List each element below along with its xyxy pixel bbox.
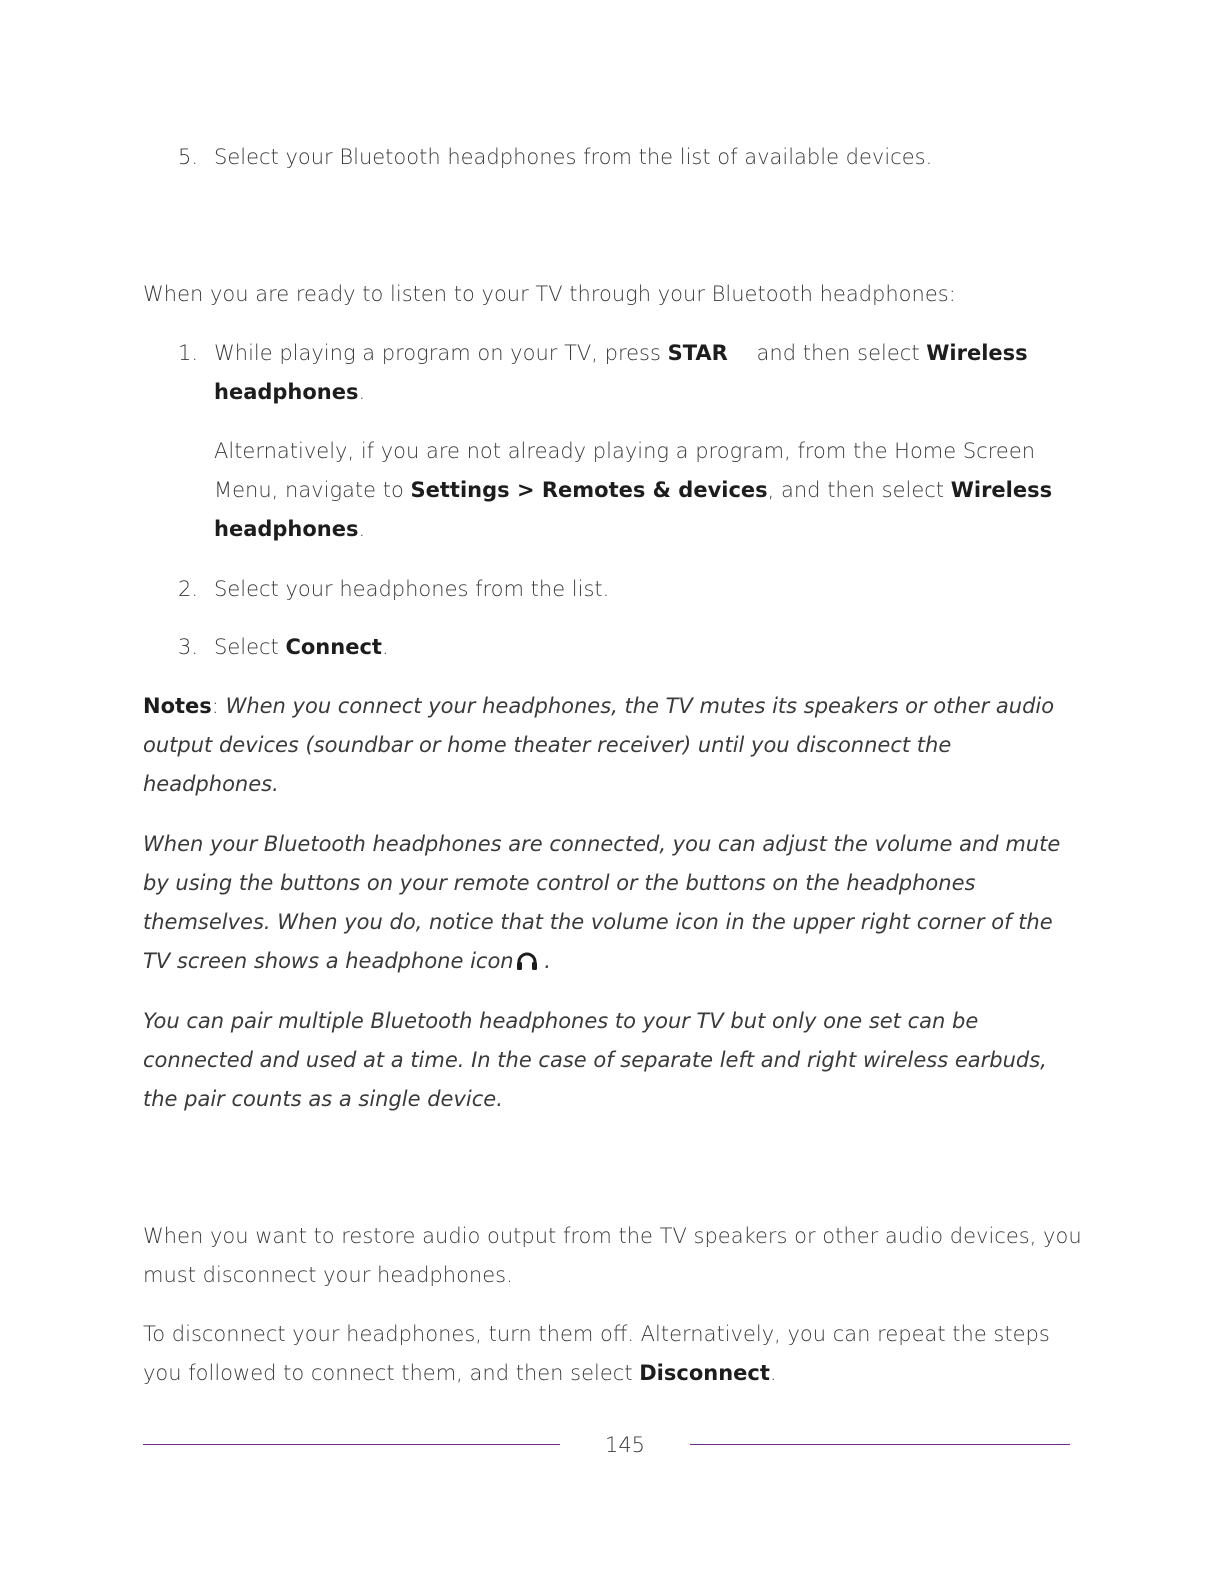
alternative-instructions: Alternatively, if you are not already playing a program, from the Home Screen Menu, navigate to Settings > Remotes & devices, and then select Wireless headphones. <box>214 439 1053 541</box>
note-2: When your Bluetooth headphones are connected, you can adjust the volume and mute by using the buttons on your remote control or the buttons on the headphones themselves. When you do, notice that the volume icon in the upper right corner of the TV screen shows a headphone icon . <box>143 825 1078 984</box>
footer-rule-right <box>690 1444 1070 1445</box>
page-number: 145 <box>604 1433 646 1457</box>
notes-label: Notes <box>143 694 212 718</box>
disconnect-instructions: To disconnect your headphones, turn them off. Alternatively, you can repeat the steps you followed to connect them, and then select Disconnect. <box>143 1322 1050 1385</box>
disconnect-intro: When you want to restore audio output from the TV speakers or other audio devices, you must disconnect your headphones. <box>143 1224 1082 1287</box>
step-1-number: 1. <box>178 341 199 365</box>
step-5-number: 5. <box>178 145 199 169</box>
note-3: You can pair multiple Bluetooth headphones to your TV but only one set can be connected and used at a time. In the case of separate left and right wireless earbuds, the pair counts as a single device. <box>143 1009 1047 1111</box>
note-1: Notes: When you connect your headphones, the TV mutes its speakers or other audio output devices (soundbar or home theater receiver) until you disconnect the headphones. <box>143 694 1055 796</box>
connect-term: Connect <box>285 635 382 659</box>
disconnect-term: Disconnect <box>639 1361 770 1385</box>
footer-rule-left <box>143 1444 560 1445</box>
step-2-text: Select your headphones from the list. <box>214 577 610 601</box>
star-key: STAR <box>667 341 728 365</box>
step-5-text: Select your Bluetooth headphones from the list of available devices. <box>214 145 933 169</box>
headphone-icon <box>516 945 538 984</box>
settings-path: Settings > Remotes & devices <box>410 478 768 502</box>
step-3-text: Select Connect. <box>214 635 389 659</box>
wireless-headphones-term: Wireless headphones <box>214 341 1028 404</box>
wireless-headphones-term-2: Wireless headphones <box>214 478 1053 541</box>
step-3-number: 3. <box>178 635 199 659</box>
step-1-text: While playing a program on your TV, press STAR and then select Wireless headphones. <box>214 341 1028 404</box>
step-2-number: 2. <box>178 577 199 601</box>
listen-intro: When you are ready to listen to your TV through your Bluetooth headphones: <box>143 282 956 306</box>
